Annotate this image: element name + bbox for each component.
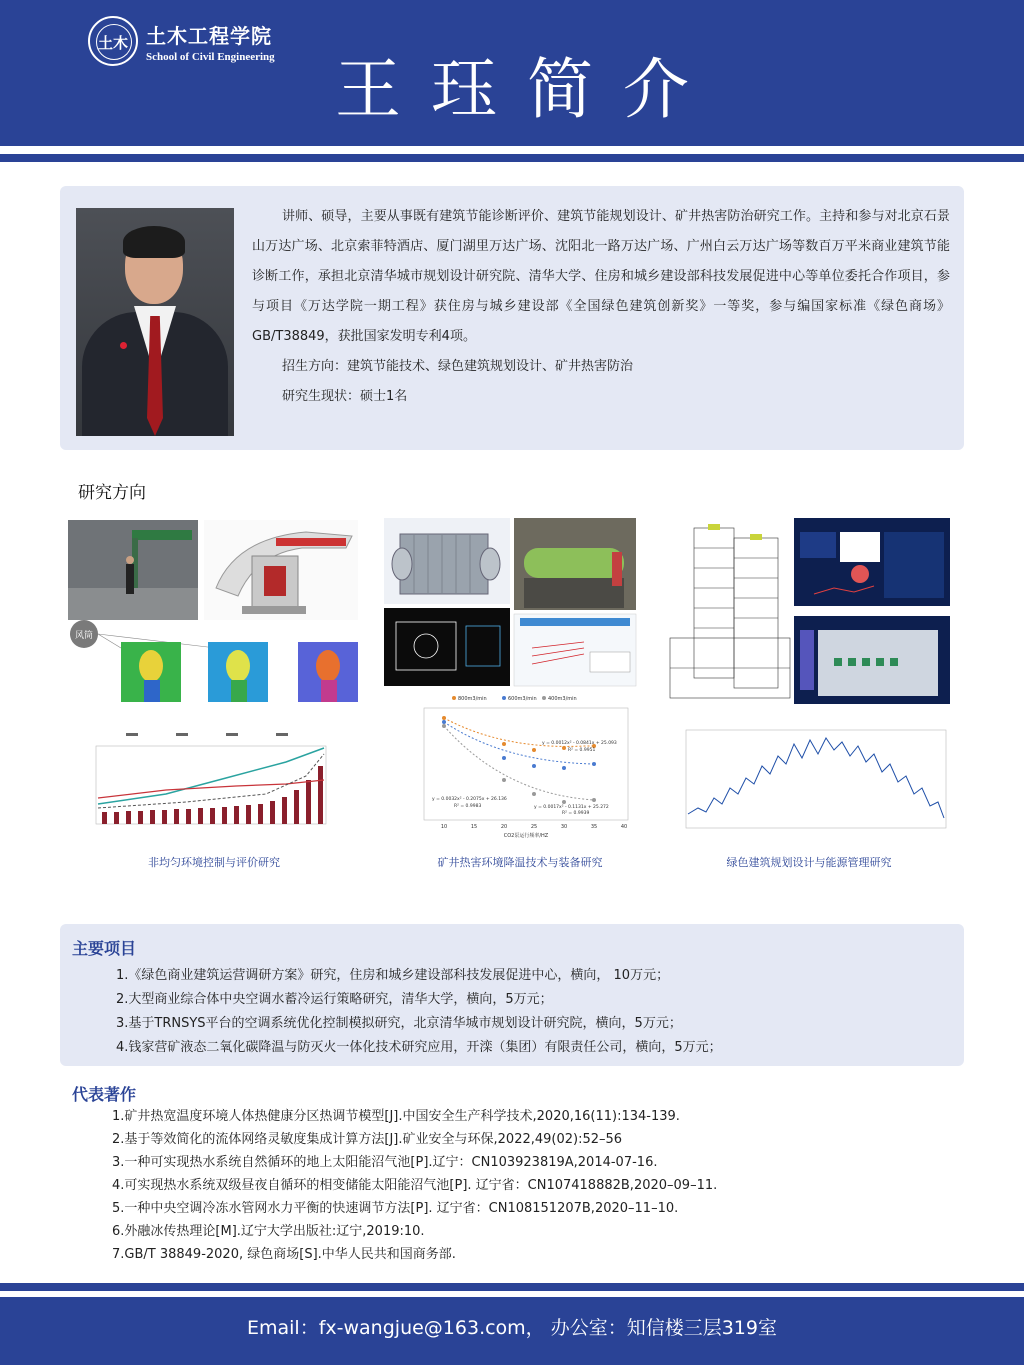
fit-r2-600: R² = 0.9939 [562, 811, 590, 816]
publication-item: 1.矿井热宽温度环境人体热健康分区热调节模型[J].中国安全生产科学技术,2020,16(11):134-139. [112, 1109, 680, 1124]
x-tick: 10 [440, 824, 448, 830]
x-tick: 25 [530, 824, 538, 830]
publications-heading: 代表著作 [72, 1085, 137, 1104]
bio-paragraph: 讲师、硕导，主要从事既有建筑节能诊断评价、建筑节能规划设计、矿井热害防治研究工作。主持和参与对北京石景山万达广场、北京索菲特酒店、厦门湖里万达广场、沈阳北一路万达广场、广州白云万达广场等数百万平米商业建筑节能诊断工作，承担北京清华城市规划设计研究院、清华大学、住房和城乡建设部科技发展促进中心等单位委托合作项目，参与项目《万达学院一期工程》获住房与城乡建设部《全国绿色建筑创新奖》一等奖，参与编国家标准《绿色商场》GB/T38849，获批国家发明专利4项。 [252, 209, 950, 344]
x-tick: 15 [470, 824, 478, 830]
portrait-photo [76, 208, 234, 436]
legend-800: 800m3/min [458, 696, 487, 702]
x-tick: 40 [620, 824, 628, 830]
publication-item: 6.外融冰传热理论[M].辽宁大学出版社:辽宁,2019:10. [112, 1224, 425, 1239]
x-tick: 35 [590, 824, 598, 830]
projects-heading: 主要项目 [72, 939, 137, 958]
project-item: 4.钱家营矿液态二氧化碳降温与防灭火一体化技术研究应用，开滦（集团）有限责任公司，横向，5万元； [116, 1040, 722, 1055]
fit-r2-800: R² = 0.9951 [568, 748, 596, 753]
fit-eq-600: y = 0.0017x² - 0.1131x + 25.272 [534, 805, 609, 810]
x-tick: 30 [560, 824, 568, 830]
research-panel-mine-cooling [384, 518, 638, 840]
publication-item: 4.可实现热水系统双级昼夜自循环的相变储能太阳能沼气池[P]. 辽宁省：CN107418882B,2020–09–11. [112, 1178, 718, 1193]
portrait-badge-icon [120, 342, 127, 349]
x-tick: 20 [500, 824, 508, 830]
publications-list [112, 1105, 992, 1266]
legend-600: 600m3/min [508, 696, 537, 702]
header-divider [0, 146, 1024, 154]
contact-info[interactable]: Email：fx-wangjue@163.com， 办公室：知信楼三层319室 [247, 1317, 777, 1339]
thermal-research-figure [66, 518, 362, 840]
bio-student-status: 研究生现状：硕士1名 [282, 389, 408, 404]
page-title: 王珏简介 [335, 51, 719, 128]
project-item: 2.大型商业综合体中央空调水蓄冷运行策略研究，清华大学，横向，5万元； [116, 992, 553, 1007]
projects-list [116, 964, 956, 1060]
legend-400: 400m3/min [548, 696, 577, 702]
airduct-tag: 风筒 [74, 631, 94, 641]
caption-mine-cooling-research: 矿井热害环境降温技术与装备研究 [437, 856, 603, 869]
project-item: 3.基于TRNSYS平台的空调系统优化控制模拟研究，北京清华城市规划设计研究院，横向，5万元； [116, 1016, 682, 1031]
logo-chinese-name: 土木工程学院 [146, 23, 272, 48]
footer-banner [0, 1297, 1024, 1365]
header-divider-band [0, 154, 1024, 162]
header-banner [0, 0, 1024, 146]
projects-card [60, 924, 964, 1066]
research-panel-thermal [66, 518, 362, 840]
logo-english-name: School of Civil Engineering [146, 50, 275, 63]
research-panel-green-building [664, 518, 954, 840]
mine-cooling-figure [384, 518, 638, 840]
project-item: 1.《绿色商业建筑运营调研方案》研究，住房和城乡建设部科技发展促进中心，横向， 10万元； [116, 968, 670, 983]
portrait-hair [123, 226, 185, 258]
fit-r2-400: R² = 0.9983 [454, 804, 482, 809]
publication-item: 7.GB/T 38849-2020, 绿色商场[S].中华人民共和国商务部. [112, 1247, 456, 1262]
bio-card [60, 186, 964, 450]
fit-eq-800: y = 0.0012x² - 0.0841x + 25.093 [542, 741, 617, 746]
caption-thermal-research: 非均匀环境控制与评价研究 [148, 856, 280, 869]
green-building-figure [664, 518, 954, 840]
x-axis-label: CO2泵运行频率/HZ [503, 833, 549, 839]
publication-item: 5.一种中央空调冷冻水管网水力平衡的快速调节方法[P]. 辽宁省：CN108151207B,2020–11–10. [112, 1201, 679, 1216]
fit-eq-400: y = 0.0032x² - 0.2075x + 26.136 [432, 797, 507, 802]
publication-item: 3.一种可实现热水系统自然循环的地上太阳能沼气池[P].辽宁：CN103923819A,2014-07-16. [112, 1155, 658, 1170]
caption-green-building-research: 绿色建筑规划设计与能源管理研究 [726, 856, 892, 869]
bio-recruit-direction: 招生方向：建筑节能技术、绿色建筑规划设计、矿井热害防治 [282, 359, 634, 374]
research-heading: 研究方向 [78, 483, 146, 503]
school-seal-text: 土木 [97, 34, 128, 52]
bio-text [252, 202, 950, 412]
footer-divider [0, 1283, 1024, 1291]
publication-item: 2.基于等效简化的流体网络灵敏度集成计算方法[J].矿业安全与环保,2022,49(02):52–56 [112, 1132, 623, 1147]
